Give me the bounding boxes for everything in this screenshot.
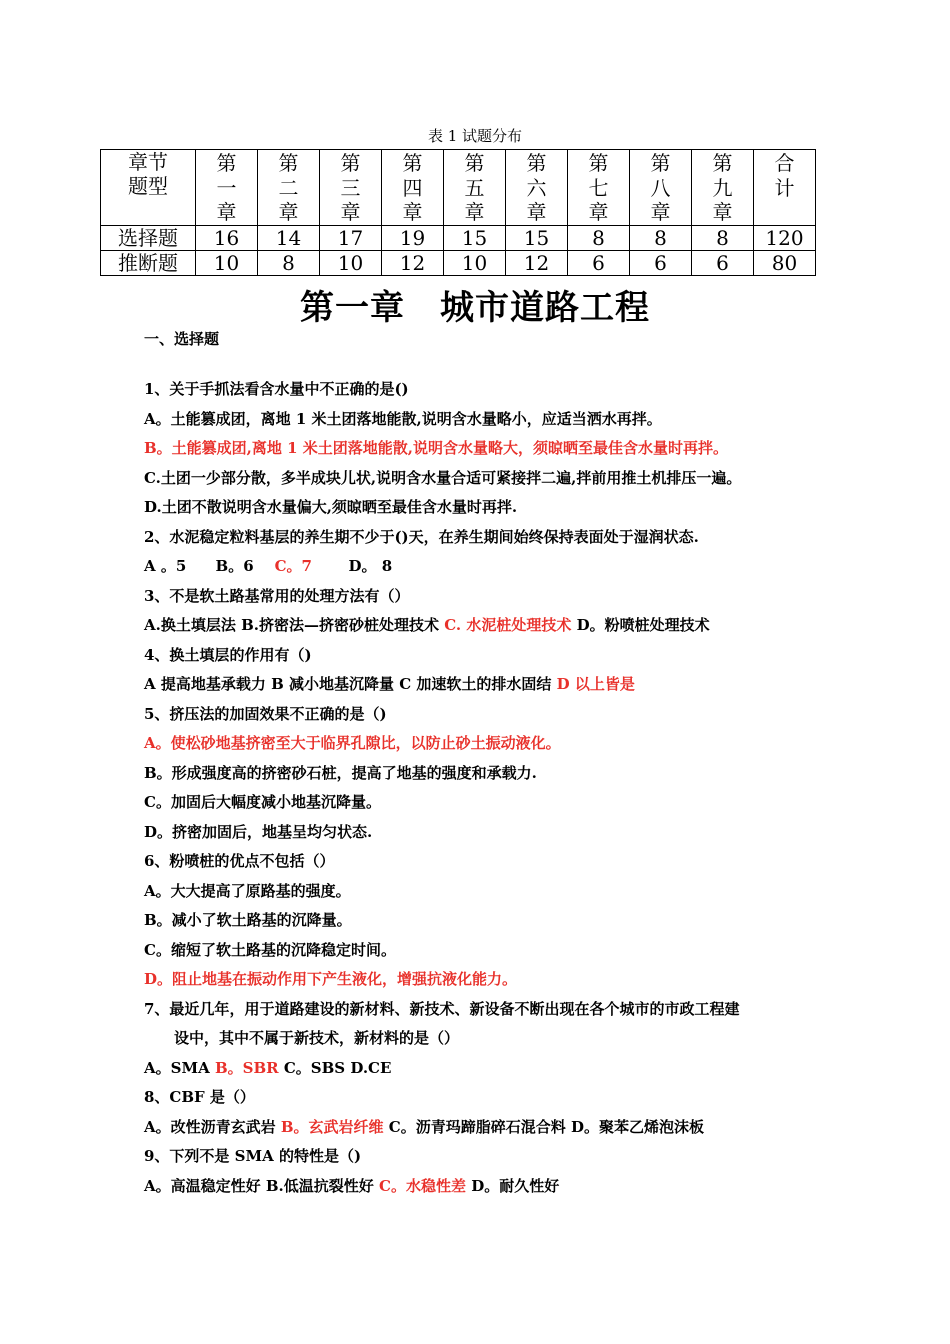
column-header <box>258 150 320 226</box>
column-header-char: 计 <box>774 175 795 200</box>
column-header-char: 四 <box>402 175 423 200</box>
column-header-char: 第 <box>588 151 609 175</box>
options-a-b: A。高温稳定性好 B.低温抗裂性好 <box>144 1176 374 1195</box>
table-cell: 15 <box>506 225 568 250</box>
column-header-char: 章 <box>650 200 671 224</box>
column-header-label <box>196 150 257 225</box>
answer-option-b: B。SBR <box>214 1058 279 1077</box>
table-cell: 14 <box>258 225 320 250</box>
option-c: C。缩短了软土路基的沉降稳定时间。 <box>144 940 396 959</box>
option-a: A。改性沥青玄武岩 <box>144 1117 276 1136</box>
column-header-char: 第 <box>216 151 237 175</box>
column-header-char: 九 <box>712 175 733 200</box>
question-stem: 2、水泥稳定粒料基层的养生期不少于()天，在养生期间始终保持表面处于湿润状态. <box>144 527 699 546</box>
column-header-char: 八 <box>650 175 671 200</box>
question-stem: 1、关于手抓法看含水量中不正确的是() <box>144 380 409 398</box>
column-header <box>506 150 568 226</box>
question-stem: 6、粉喷桩的优点不包括（） <box>144 852 335 870</box>
table-cell: 10 <box>444 250 506 275</box>
table-cell: 6 <box>692 250 754 275</box>
option-d: D。挤密加固后，地基呈均匀状态. <box>144 822 373 841</box>
table-cell: 10 <box>196 250 258 275</box>
column-header <box>630 150 692 226</box>
options-a-b: A.换土填层法 B.挤密法—挤密砂桩处理技术 <box>144 616 439 634</box>
column-header <box>196 150 258 226</box>
header-label-chapter: 章节 <box>128 150 168 174</box>
table-cell: 17 <box>320 225 382 250</box>
column-header-label <box>630 150 691 225</box>
column-header-label <box>506 150 567 225</box>
option-c: C.土团一少部分散，多半成块儿状,说明含水量合适可紧接拌二遍,拌前用推土机排压一遍。 <box>144 468 742 487</box>
column-header-char: 合 <box>774 151 795 175</box>
table-cell: 6 <box>568 250 630 275</box>
table-cell: 19 <box>382 225 444 250</box>
column-header <box>320 150 382 226</box>
options-c-d: C。SBS D.CE <box>283 1058 392 1077</box>
answer-option-c: C。7 <box>274 557 312 575</box>
option-d: D.土团不散说明含水量偏大,须晾晒至最佳含水量时再拌. <box>144 498 518 516</box>
options-line <box>144 673 824 703</box>
column-header-label <box>258 150 319 225</box>
column-header-label <box>692 150 753 225</box>
column-header <box>568 150 630 226</box>
table-cell: 6 <box>630 250 692 275</box>
question-stem: 3、不是软土路基常用的处理方法有（） <box>144 586 410 605</box>
table-row <box>101 250 816 275</box>
column-header-label <box>568 150 629 225</box>
question-stem: 7、最近几年，用于道路建设的新材料、新技术、新设备不断出现在各个城市的市政工程建 <box>144 999 740 1018</box>
options-line <box>144 1175 824 1205</box>
column-header-label <box>754 150 815 200</box>
column-header-char: 二 <box>278 175 299 200</box>
answer-option-b: B。土能篡成团,离地 1 米土团落地能散,说明含水量略大，须晾晒至最佳含水量时再拌。 <box>144 439 729 457</box>
options-line <box>144 1116 824 1146</box>
column-header-char: 章 <box>712 200 733 224</box>
table-cell: 8 <box>568 225 630 250</box>
column-header-char: 章 <box>588 200 609 224</box>
options-line <box>144 614 824 644</box>
table-cell: 8 <box>630 225 692 250</box>
column-header-char: 章 <box>340 200 361 224</box>
column-header-char: 第 <box>650 151 671 175</box>
option-a: A。SMA <box>144 1058 210 1077</box>
answer-option-d: D。阻止地基在振动作用下产生液化，增强抗液化能力。 <box>144 970 518 988</box>
column-header-char: 一 <box>216 175 237 200</box>
column-header-char: 第 <box>402 151 423 175</box>
row-label: 推断题 <box>101 250 196 275</box>
option-a: A 。5 <box>144 557 187 575</box>
table-caption: 表 1 试题分布 <box>427 127 523 145</box>
table-cell: 8 <box>692 225 754 250</box>
option-c: C。加固后大幅度减小地基沉降量。 <box>144 793 381 811</box>
question-stem: 9、下列不是 SMA 的特性是（) <box>144 1147 362 1165</box>
section-title: 一、选择题 <box>144 330 220 348</box>
column-header-char: 七 <box>588 175 609 200</box>
option-d: D。粉喷桩处理技术 <box>576 616 710 634</box>
options-line <box>144 1057 824 1087</box>
table-cell: 12 <box>382 250 444 275</box>
column-header-char: 六 <box>526 175 547 200</box>
column-header-char: 第 <box>712 151 733 175</box>
answer-option-d: D 以上皆是 <box>556 675 635 693</box>
answer-option-c: C. 水泥桩处理技术 <box>444 616 572 634</box>
option-d: D。 8 <box>348 557 393 575</box>
table-cell: 16 <box>196 225 258 250</box>
options-c-d: C。沥青玛蹄脂碎石混合料 D。聚苯乙烯泡沫板 <box>388 1117 704 1136</box>
column-header-char: 章 <box>216 200 237 224</box>
option-b: B。减小了软土路基的沉降量。 <box>144 911 352 929</box>
question-stem: 4、换土填层的作用有（) <box>144 645 312 664</box>
options-a-b-c: A 提高地基承载力 B 减小地基沉降量 C 加速软土的排水固结 <box>144 675 552 693</box>
column-header <box>382 150 444 226</box>
column-header-char: 第 <box>464 151 485 175</box>
table-cell: 10 <box>320 250 382 275</box>
column-header-label <box>444 150 505 225</box>
column-header-char: 第 <box>526 151 547 175</box>
question-stem: 8、CBF 是（） <box>144 1088 255 1106</box>
column-header-char: 第 <box>340 151 361 175</box>
table-cell: 8 <box>258 250 320 275</box>
option-d: D。耐久性好 <box>471 1176 560 1195</box>
table-cell: 12 <box>506 250 568 275</box>
option-b: B。6 <box>215 557 254 575</box>
column-header-label <box>382 150 443 225</box>
question-list <box>144 378 824 1204</box>
column-header <box>444 150 506 226</box>
column-header-label <box>320 150 381 225</box>
column-header-char: 章 <box>278 200 299 224</box>
column-header-char: 章 <box>464 200 485 224</box>
header-corner-cell <box>101 150 196 226</box>
column-header <box>692 150 754 226</box>
column-header-char: 章 <box>402 200 423 224</box>
column-header-char: 第 <box>278 151 299 175</box>
table-cell: 15 <box>444 225 506 250</box>
table-cell: 80 <box>754 250 816 275</box>
answer-option-a: A。使松砂地基挤密至大于临界孔隙比，以防止砂土振动液化。 <box>144 734 561 752</box>
option-a: A。土能篡成团，离地 1 米土团落地能散,说明含水量略小，应适当洒水再拌。 <box>144 409 662 428</box>
chapter-title: 第一章 城市道路工程 <box>300 288 650 328</box>
table-cell: 120 <box>754 225 816 250</box>
question-stem-continued: 设中，其中不属于新技术，新材料的是（） <box>174 1029 460 1047</box>
column-header-char: 章 <box>526 200 547 224</box>
question-stem: 5、挤压法的加固效果不正确的是（) <box>144 704 387 723</box>
answer-option-b: B。玄武岩纤维 <box>280 1117 384 1136</box>
table-row <box>101 225 816 250</box>
answer-option-c: C。水稳性差 <box>379 1176 466 1195</box>
column-header <box>754 150 816 226</box>
option-b: B。形成强度高的挤密砂石桩，提高了地基的强度和承载力. <box>144 763 537 782</box>
row-label: 选择题 <box>101 225 196 250</box>
table-header-row <box>101 150 816 226</box>
header-label-type: 题型 <box>128 174 168 198</box>
option-a: A。大大提高了原路基的强度。 <box>144 881 351 900</box>
column-header-char: 三 <box>340 175 361 200</box>
question-distribution-table <box>100 149 816 276</box>
options-line <box>144 555 824 585</box>
column-header-char: 五 <box>464 175 485 200</box>
